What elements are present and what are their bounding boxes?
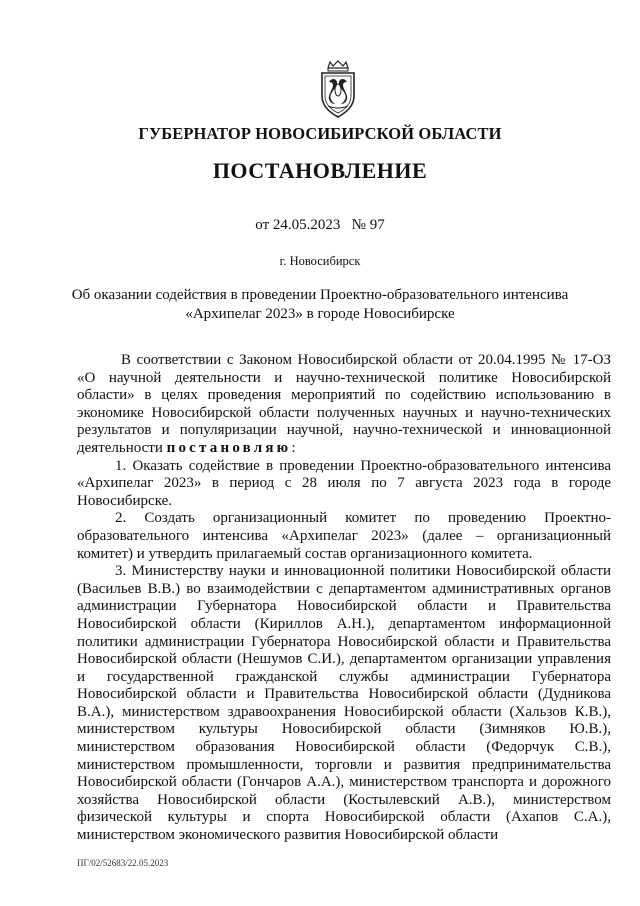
item-3-paragraph: 3. Министерству науки и инновационной политики Новосибирской области (Васильев В.В.) во взаимодействии с департаментом административных органов администрации Губернатора Новосибирской области и Правительства Новосибирской области (Кириллов А.Н.), департаментом информационной политики администрации Губернатора Новосибирской области и Правительства Новосибирской области (Нешумов С.И.), департаментом организации управления и государственной гражданской службы администрации Губернатора Новосибирской области и Правительства Новосибирской области (Дудникова В.А.), министерством здравоохранения Новосибирской области (Хальзов К.В.), министерством культуры Новосибирской области (Зимняков Ю.В.), министерством образования Новосибирской области (Федорчук С.В.), министерством промышленности, торговли и развития предпринимательства Новосибирской области (Гончаров А.А.), министерством транспорта и дорожного хозяйства Новосибирской области (Костылевский А.В.), министерством физической культуры и спорта Новосибирской области (Ахапов С.А.), министерством экономического развития Новосибирской области: [77, 563, 611, 844]
document-type: ПОСТАНОВЛЕНИЕ: [212, 158, 428, 183]
document-number: № 97: [351, 217, 385, 233]
city-line: г. Новосибирск: [279, 254, 361, 268]
preamble-paragraph: [77, 352, 611, 458]
item-2-paragraph: 2. Создать организационный комитет по проведению Проектно-образовательного интенсива «Архипелаг 2023» (далее – организационный комитет) и утвердить прилагаемый состав организационного комитета.: [77, 510, 611, 562]
date-and-number: [0, 217, 640, 234]
coat-of-arms-icon: [314, 60, 362, 120]
item-1-paragraph: 1. Оказать содействие в проведении Проектно-образовательного интенсива «Архипелаг 2023» в период с 28 июля по 7 августа 2023 года в городе Новосибирске.: [77, 457, 611, 509]
document-body: [77, 352, 611, 845]
document-subject: [60, 286, 580, 323]
document-date: от 24.05.2023: [255, 217, 341, 233]
subject-line-2: «Архипелаг 2023» в городе Новосибирске: [185, 305, 455, 322]
decree-word: постановляю: [166, 439, 292, 456]
organization-title: ГУБЕРНАТОР НОВОСИБИРСКОЙ ОБЛАСТИ: [138, 124, 502, 143]
document-code-footer: ПГ/02/52683/22.05.2023: [77, 858, 169, 868]
decree-colon: :: [291, 439, 296, 456]
subject-line-1: Об оказании содействия в проведении Проектно-образовательного интенсива: [71, 287, 569, 303]
preamble-text: В соответствии с Законом Новосибирской области от 20.04.1995 № 17-ОЗ «О научной деятельности и научно-технической политике Новосибирской области» в целях проведения мероприятий по содействию использованию в экономике Новосибирской области полученных научных и научно-технических результатов и популяризации научной, научно-технической и инновационной деятельности: [77, 352, 611, 456]
